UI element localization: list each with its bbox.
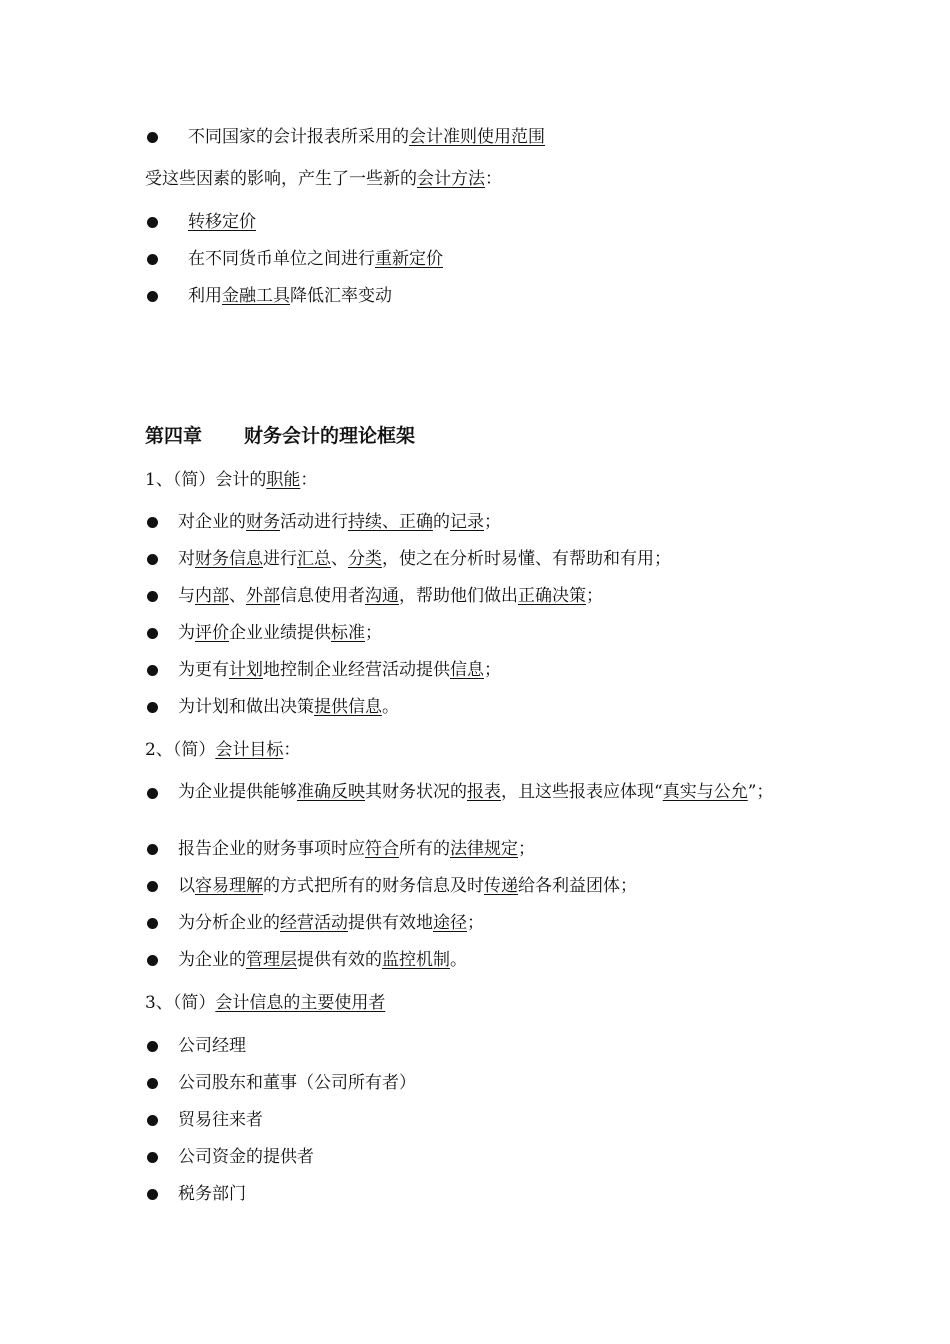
- text: ；: [484, 512, 501, 532]
- text: ，且这些报表应体现“: [501, 782, 663, 802]
- bullet-item: [145, 838, 830, 860]
- section-heading: [145, 992, 830, 1014]
- text: 受这些因素的影响，产生了一些新的: [145, 169, 417, 189]
- bullet-item: [145, 696, 830, 718]
- underlined-term: 记录: [450, 512, 484, 532]
- bullet-item: [145, 1146, 830, 1168]
- underlined-term: 汇总: [297, 549, 331, 569]
- text: 税务部门: [178, 1184, 246, 1204]
- text: 的: [433, 512, 450, 532]
- text: ，帮助他们做出: [399, 586, 518, 606]
- paragraph: [145, 168, 830, 190]
- text: ：: [300, 470, 318, 490]
- chapter-number: 第四章: [145, 425, 203, 447]
- text: 为企业提供能够: [178, 782, 297, 802]
- underlined-term: 准确反映: [297, 782, 365, 802]
- bullet-item: [145, 211, 830, 233]
- bullet-item: [145, 1035, 830, 1057]
- bullet-item: [145, 1109, 830, 1131]
- text: 信息使用者: [280, 586, 365, 606]
- bullet-item: [145, 659, 830, 681]
- text: 不同国家的会计报表所采用的: [188, 127, 409, 147]
- bullet-item: [145, 548, 830, 570]
- text: 公司股东和董事（公司所有者）: [178, 1073, 416, 1093]
- bullet-item: [145, 126, 830, 148]
- underlined-term: 持续、正确: [348, 512, 433, 532]
- text: 报告企业的财务事项时应: [178, 839, 365, 859]
- underlined-term: 标准: [331, 623, 365, 643]
- bullet-item: [145, 511, 830, 533]
- underlined-term: 容易理解: [195, 876, 263, 896]
- text: 给各利益团体；: [518, 876, 637, 896]
- text: 与: [178, 586, 195, 606]
- underlined-term: 报表: [467, 782, 501, 802]
- text: 。: [382, 697, 399, 717]
- text: 、: [229, 586, 246, 606]
- bullet-item: [145, 585, 830, 607]
- text: 进行: [263, 549, 297, 569]
- text: 公司经理: [178, 1036, 246, 1056]
- text: 对企业的: [178, 512, 246, 532]
- underlined-term: 外部: [246, 586, 280, 606]
- underlined-term: 职能: [266, 470, 301, 490]
- text: ；: [484, 660, 501, 680]
- underlined-term: 评价: [195, 623, 229, 643]
- text: ；: [518, 839, 535, 859]
- text: ：: [485, 169, 502, 189]
- bullet-item: [145, 1072, 830, 1094]
- underlined-term: 内部: [195, 586, 229, 606]
- text: ，使之在分析时易懂、有帮助和有用；: [382, 549, 671, 569]
- text: 对: [178, 549, 195, 569]
- text: 所有的: [399, 839, 450, 859]
- text: 在不同货币单位之间进行: [188, 249, 375, 269]
- bullet-item: [145, 622, 830, 644]
- text: 的方式把所有的财务信息及时: [263, 876, 484, 896]
- text: 地控制企业经营活动提供: [263, 660, 450, 680]
- underlined-term: 传递: [484, 876, 518, 896]
- chapter-heading: [145, 424, 415, 448]
- underlined-term: 财务信息: [195, 549, 263, 569]
- text: 贸易往来者: [178, 1110, 263, 1130]
- text: 为更有: [178, 660, 229, 680]
- underlined-term: 计划: [229, 660, 263, 680]
- text: 为企业的: [178, 950, 246, 970]
- section-heading: [145, 469, 830, 491]
- text: ；: [365, 623, 382, 643]
- underlined-term: 经营活动: [280, 913, 348, 933]
- text: 公司资金的提供者: [178, 1147, 314, 1167]
- bullet-item: [145, 782, 830, 803]
- bullet-item: [145, 248, 830, 270]
- underlined-term: 财务: [246, 512, 280, 532]
- text: 为计划和做出决策: [178, 697, 314, 717]
- text: 提供有效地: [348, 913, 433, 933]
- underlined-term: 沟通: [365, 586, 399, 606]
- text: ；: [586, 586, 603, 606]
- underlined-term: 转移定价: [188, 212, 256, 232]
- text: 降低汇率变动: [290, 286, 392, 306]
- underlined-term: 金融工具: [222, 286, 290, 306]
- text: 、: [331, 549, 348, 569]
- text: 。: [450, 950, 467, 970]
- chapter-title: 财务会计的理论框架: [244, 425, 416, 447]
- underlined-term: 会计准则使用范围: [409, 127, 545, 147]
- underlined-term: 会计信息的主要使用者: [215, 993, 386, 1013]
- underlined-term: 分类: [348, 549, 382, 569]
- bullet-item: [145, 285, 830, 307]
- underlined-term: 真实与公允: [662, 782, 748, 802]
- text: 活动进行: [280, 512, 348, 532]
- underlined-term: 管理层: [246, 950, 297, 970]
- underlined-term: 提供信息: [314, 697, 382, 717]
- text: 为分析企业的: [178, 913, 280, 933]
- text: 为: [178, 623, 195, 643]
- bullet-item: [145, 949, 830, 971]
- text: 1、（简）会计的: [145, 470, 267, 490]
- text: 提供有效的: [297, 950, 382, 970]
- underlined-term: 会计方法: [417, 169, 485, 189]
- underlined-term: 法律规定: [450, 839, 518, 859]
- underlined-term: 重新定价: [375, 249, 443, 269]
- section-heading: [145, 739, 830, 761]
- underlined-term: 符合: [365, 839, 399, 859]
- underlined-term: 途径: [433, 913, 467, 933]
- bullet-item: [145, 912, 830, 934]
- text: ：: [283, 740, 301, 760]
- text: 2、（简）: [145, 740, 216, 760]
- text: 以: [178, 876, 195, 896]
- bullet-item: [145, 1183, 830, 1205]
- underlined-term: 监控机制: [382, 950, 450, 970]
- underlined-term: 正确决策: [518, 586, 586, 606]
- text: 其财务状况的: [365, 782, 467, 802]
- underlined-term: 信息: [450, 660, 484, 680]
- underlined-term: 会计目标: [215, 740, 284, 760]
- text: 企业业绩提供: [229, 623, 331, 643]
- text: ”；: [747, 782, 774, 802]
- text: ；: [467, 913, 484, 933]
- text: 利用: [188, 286, 222, 306]
- text: 3、（简）: [145, 993, 216, 1013]
- bullet-item: [145, 875, 830, 897]
